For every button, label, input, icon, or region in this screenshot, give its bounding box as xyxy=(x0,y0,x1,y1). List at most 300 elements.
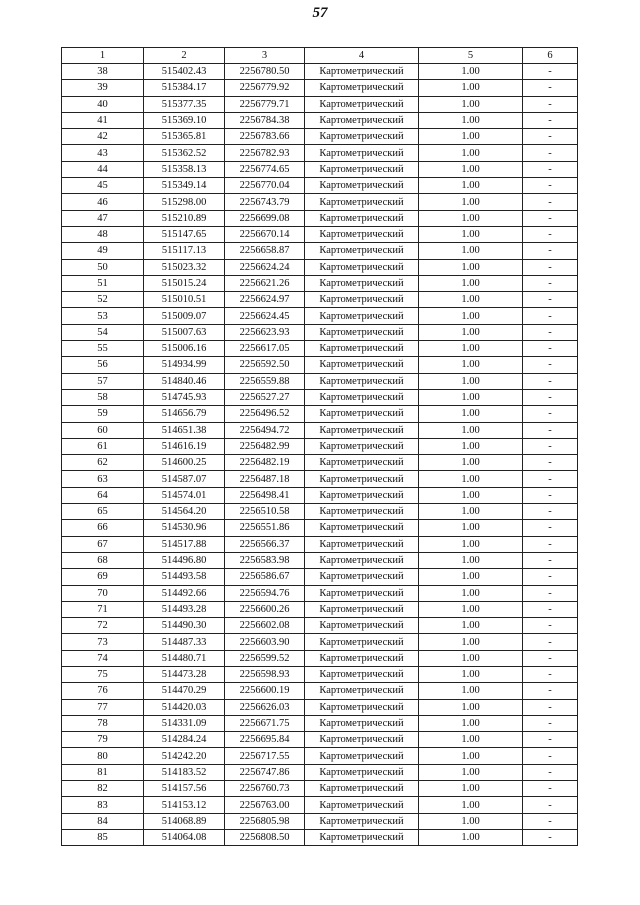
point-number-cell: 59 xyxy=(62,406,144,422)
x-coordinate-cell: 514284.24 xyxy=(144,732,225,748)
note-cell: - xyxy=(523,601,578,617)
y-coordinate-cell: 2256808.50 xyxy=(225,829,305,845)
point-number-cell: 46 xyxy=(62,194,144,210)
y-coordinate-cell: 2256598.93 xyxy=(225,666,305,682)
note-cell: - xyxy=(523,650,578,666)
method-cell: Картометрический xyxy=(305,829,419,845)
point-number-cell: 85 xyxy=(62,829,144,845)
x-coordinate-cell: 514587.07 xyxy=(144,471,225,487)
x-coordinate-cell: 515369.10 xyxy=(144,112,225,128)
y-coordinate-cell: 2256626.03 xyxy=(225,699,305,715)
table-row xyxy=(62,275,578,291)
table-row xyxy=(62,699,578,715)
point-number-cell: 82 xyxy=(62,781,144,797)
method-cell: Картометрический xyxy=(305,618,419,634)
method-cell: Картометрический xyxy=(305,813,419,829)
y-coordinate-cell: 2256498.41 xyxy=(225,487,305,503)
column-header: 3 xyxy=(225,48,305,64)
accuracy-cell: 1.00 xyxy=(419,129,523,145)
note-cell: - xyxy=(523,455,578,471)
method-cell: Картометрический xyxy=(305,112,419,128)
table-row xyxy=(62,308,578,324)
y-coordinate-cell: 2256763.00 xyxy=(225,797,305,813)
note-cell: - xyxy=(523,781,578,797)
y-coordinate-cell: 2256779.71 xyxy=(225,96,305,112)
note-cell: - xyxy=(523,520,578,536)
table-row xyxy=(62,781,578,797)
table-row xyxy=(62,357,578,373)
y-coordinate-cell: 2256551.86 xyxy=(225,520,305,536)
x-coordinate-cell: 515023.32 xyxy=(144,259,225,275)
table-row xyxy=(62,406,578,422)
column-header: 2 xyxy=(144,48,225,64)
accuracy-cell: 1.00 xyxy=(419,210,523,226)
point-number-cell: 62 xyxy=(62,455,144,471)
accuracy-cell: 1.00 xyxy=(419,666,523,682)
point-number-cell: 58 xyxy=(62,389,144,405)
accuracy-cell: 1.00 xyxy=(419,438,523,454)
table-row xyxy=(62,764,578,780)
x-coordinate-cell: 514157.56 xyxy=(144,781,225,797)
method-cell: Картометрический xyxy=(305,699,419,715)
x-coordinate-cell: 514490.30 xyxy=(144,618,225,634)
method-cell: Картометрический xyxy=(305,536,419,552)
point-number-cell: 69 xyxy=(62,569,144,585)
accuracy-cell: 1.00 xyxy=(419,650,523,666)
method-cell: Картометрический xyxy=(305,324,419,340)
note-cell: - xyxy=(523,357,578,373)
method-cell: Картометрический xyxy=(305,161,419,177)
table-row xyxy=(62,650,578,666)
x-coordinate-cell: 514183.52 xyxy=(144,764,225,780)
accuracy-cell: 1.00 xyxy=(419,601,523,617)
point-number-cell: 61 xyxy=(62,438,144,454)
note-cell: - xyxy=(523,373,578,389)
y-coordinate-cell: 2256782.93 xyxy=(225,145,305,161)
point-number-cell: 75 xyxy=(62,666,144,682)
table-row xyxy=(62,748,578,764)
table-row xyxy=(62,129,578,145)
y-coordinate-cell: 2256743.79 xyxy=(225,194,305,210)
note-cell: - xyxy=(523,259,578,275)
accuracy-cell: 1.00 xyxy=(419,764,523,780)
x-coordinate-cell: 515117.13 xyxy=(144,243,225,259)
column-header: 4 xyxy=(305,48,419,64)
method-cell: Картометрический xyxy=(305,373,419,389)
point-number-cell: 67 xyxy=(62,536,144,552)
y-coordinate-cell: 2256624.97 xyxy=(225,292,305,308)
point-number-cell: 73 xyxy=(62,634,144,650)
note-cell: - xyxy=(523,829,578,845)
table-row xyxy=(62,259,578,275)
y-coordinate-cell: 2256747.86 xyxy=(225,764,305,780)
y-coordinate-cell: 2256658.87 xyxy=(225,243,305,259)
method-cell: Картометрический xyxy=(305,585,419,601)
method-cell: Картометрический xyxy=(305,243,419,259)
table-row xyxy=(62,194,578,210)
point-number-cell: 78 xyxy=(62,715,144,731)
table-body xyxy=(62,64,578,846)
point-number-cell: 64 xyxy=(62,487,144,503)
method-cell: Картометрический xyxy=(305,781,419,797)
method-cell: Картометрический xyxy=(305,683,419,699)
note-cell: - xyxy=(523,797,578,813)
note-cell: - xyxy=(523,748,578,764)
x-coordinate-cell: 515298.00 xyxy=(144,194,225,210)
note-cell: - xyxy=(523,275,578,291)
point-number-cell: 53 xyxy=(62,308,144,324)
point-number-cell: 54 xyxy=(62,324,144,340)
table-row xyxy=(62,80,578,96)
method-cell: Картометрический xyxy=(305,601,419,617)
table-row xyxy=(62,96,578,112)
table-row xyxy=(62,422,578,438)
y-coordinate-cell: 2256600.26 xyxy=(225,601,305,617)
point-number-cell: 83 xyxy=(62,797,144,813)
method-cell: Картометрический xyxy=(305,732,419,748)
x-coordinate-cell: 514480.71 xyxy=(144,650,225,666)
y-coordinate-cell: 2256494.72 xyxy=(225,422,305,438)
note-cell: - xyxy=(523,96,578,112)
note-cell: - xyxy=(523,406,578,422)
accuracy-cell: 1.00 xyxy=(419,357,523,373)
note-cell: - xyxy=(523,178,578,194)
note-cell: - xyxy=(523,129,578,145)
column-header: 5 xyxy=(419,48,523,64)
method-cell: Картометрический xyxy=(305,226,419,242)
y-coordinate-cell: 2256624.45 xyxy=(225,308,305,324)
x-coordinate-cell: 515210.89 xyxy=(144,210,225,226)
method-cell: Картометрический xyxy=(305,292,419,308)
accuracy-cell: 1.00 xyxy=(419,341,523,357)
accuracy-cell: 1.00 xyxy=(419,455,523,471)
accuracy-cell: 1.00 xyxy=(419,715,523,731)
method-cell: Картометрический xyxy=(305,275,419,291)
coordinates-table xyxy=(61,47,578,846)
point-number-cell: 65 xyxy=(62,504,144,520)
note-cell: - xyxy=(523,487,578,503)
table-row xyxy=(62,438,578,454)
accuracy-cell: 1.00 xyxy=(419,406,523,422)
method-cell: Картометрический xyxy=(305,715,419,731)
accuracy-cell: 1.00 xyxy=(419,471,523,487)
table-row xyxy=(62,520,578,536)
x-coordinate-cell: 514496.80 xyxy=(144,552,225,568)
table-row xyxy=(62,178,578,194)
note-cell: - xyxy=(523,308,578,324)
x-coordinate-cell: 514064.08 xyxy=(144,829,225,845)
point-number-cell: 51 xyxy=(62,275,144,291)
table-row xyxy=(62,487,578,503)
table-row xyxy=(62,341,578,357)
y-coordinate-cell: 2256592.50 xyxy=(225,357,305,373)
point-number-cell: 50 xyxy=(62,259,144,275)
note-cell: - xyxy=(523,389,578,405)
point-number-cell: 57 xyxy=(62,373,144,389)
accuracy-cell: 1.00 xyxy=(419,96,523,112)
note-cell: - xyxy=(523,618,578,634)
note-cell: - xyxy=(523,504,578,520)
accuracy-cell: 1.00 xyxy=(419,487,523,503)
point-number-cell: 68 xyxy=(62,552,144,568)
accuracy-cell: 1.00 xyxy=(419,178,523,194)
note-cell: - xyxy=(523,764,578,780)
method-cell: Картометрический xyxy=(305,259,419,275)
table-row xyxy=(62,504,578,520)
point-number-cell: 38 xyxy=(62,64,144,80)
method-cell: Картометрический xyxy=(305,552,419,568)
x-coordinate-cell: 514530.96 xyxy=(144,520,225,536)
point-number-cell: 84 xyxy=(62,813,144,829)
point-number-cell: 76 xyxy=(62,683,144,699)
x-coordinate-cell: 514487.33 xyxy=(144,634,225,650)
point-number-cell: 42 xyxy=(62,129,144,145)
x-coordinate-cell: 515147.65 xyxy=(144,226,225,242)
x-coordinate-cell: 514153.12 xyxy=(144,797,225,813)
x-coordinate-cell: 514574.01 xyxy=(144,487,225,503)
point-number-cell: 39 xyxy=(62,80,144,96)
x-coordinate-cell: 514493.58 xyxy=(144,569,225,585)
y-coordinate-cell: 2256496.52 xyxy=(225,406,305,422)
column-header: 1 xyxy=(62,48,144,64)
table-row xyxy=(62,471,578,487)
y-coordinate-cell: 2256623.93 xyxy=(225,324,305,340)
x-coordinate-cell: 514473.28 xyxy=(144,666,225,682)
point-number-cell: 52 xyxy=(62,292,144,308)
y-coordinate-cell: 2256602.08 xyxy=(225,618,305,634)
table-row xyxy=(62,797,578,813)
x-coordinate-cell: 514331.09 xyxy=(144,715,225,731)
y-coordinate-cell: 2256482.19 xyxy=(225,455,305,471)
x-coordinate-cell: 514656.79 xyxy=(144,406,225,422)
method-cell: Картометрический xyxy=(305,569,419,585)
method-cell: Картометрический xyxy=(305,341,419,357)
note-cell: - xyxy=(523,585,578,601)
y-coordinate-cell: 2256559.88 xyxy=(225,373,305,389)
x-coordinate-cell: 514493.28 xyxy=(144,601,225,617)
table-row xyxy=(62,292,578,308)
table-row xyxy=(62,210,578,226)
y-coordinate-cell: 2256783.66 xyxy=(225,129,305,145)
y-coordinate-cell: 2256527.27 xyxy=(225,389,305,405)
y-coordinate-cell: 2256603.90 xyxy=(225,634,305,650)
point-number-cell: 55 xyxy=(62,341,144,357)
accuracy-cell: 1.00 xyxy=(419,781,523,797)
method-cell: Картометрический xyxy=(305,764,419,780)
y-coordinate-cell: 2256780.50 xyxy=(225,64,305,80)
accuracy-cell: 1.00 xyxy=(419,797,523,813)
note-cell: - xyxy=(523,112,578,128)
point-number-cell: 74 xyxy=(62,650,144,666)
x-coordinate-cell: 514470.29 xyxy=(144,683,225,699)
accuracy-cell: 1.00 xyxy=(419,243,523,259)
table-row xyxy=(62,601,578,617)
table-row xyxy=(62,455,578,471)
x-coordinate-cell: 515402.43 xyxy=(144,64,225,80)
table-row xyxy=(62,389,578,405)
table-row xyxy=(62,585,578,601)
note-cell: - xyxy=(523,243,578,259)
note-cell: - xyxy=(523,683,578,699)
y-coordinate-cell: 2256760.73 xyxy=(225,781,305,797)
note-cell: - xyxy=(523,292,578,308)
y-coordinate-cell: 2256599.52 xyxy=(225,650,305,666)
y-coordinate-cell: 2256670.14 xyxy=(225,226,305,242)
y-coordinate-cell: 2256624.24 xyxy=(225,259,305,275)
point-number-cell: 79 xyxy=(62,732,144,748)
y-coordinate-cell: 2256717.55 xyxy=(225,748,305,764)
note-cell: - xyxy=(523,699,578,715)
method-cell: Картометрический xyxy=(305,471,419,487)
y-coordinate-cell: 2256600.19 xyxy=(225,683,305,699)
y-coordinate-cell: 2256671.75 xyxy=(225,715,305,731)
accuracy-cell: 1.00 xyxy=(419,308,523,324)
x-coordinate-cell: 515009.07 xyxy=(144,308,225,324)
y-coordinate-cell: 2256586.67 xyxy=(225,569,305,585)
x-coordinate-cell: 514068.89 xyxy=(144,813,225,829)
x-coordinate-cell: 514564.20 xyxy=(144,504,225,520)
y-coordinate-cell: 2256482.99 xyxy=(225,438,305,454)
accuracy-cell: 1.00 xyxy=(419,112,523,128)
point-number-cell: 63 xyxy=(62,471,144,487)
point-number-cell: 44 xyxy=(62,161,144,177)
note-cell: - xyxy=(523,471,578,487)
table-row xyxy=(62,813,578,829)
accuracy-cell: 1.00 xyxy=(419,80,523,96)
table-row xyxy=(62,666,578,682)
note-cell: - xyxy=(523,569,578,585)
note-cell: - xyxy=(523,552,578,568)
accuracy-cell: 1.00 xyxy=(419,520,523,536)
point-number-cell: 41 xyxy=(62,112,144,128)
note-cell: - xyxy=(523,80,578,96)
y-coordinate-cell: 2256594.76 xyxy=(225,585,305,601)
method-cell: Картометрический xyxy=(305,210,419,226)
y-coordinate-cell: 2256621.26 xyxy=(225,275,305,291)
method-cell: Картометрический xyxy=(305,748,419,764)
y-coordinate-cell: 2256695.84 xyxy=(225,732,305,748)
method-cell: Картометрический xyxy=(305,64,419,80)
method-cell: Картометрический xyxy=(305,406,419,422)
x-coordinate-cell: 515010.51 xyxy=(144,292,225,308)
accuracy-cell: 1.00 xyxy=(419,161,523,177)
table-row xyxy=(62,324,578,340)
point-number-cell: 47 xyxy=(62,210,144,226)
accuracy-cell: 1.00 xyxy=(419,373,523,389)
note-cell: - xyxy=(523,666,578,682)
x-coordinate-cell: 515015.24 xyxy=(144,275,225,291)
x-coordinate-cell: 515377.35 xyxy=(144,96,225,112)
y-coordinate-cell: 2256774.65 xyxy=(225,161,305,177)
point-number-cell: 66 xyxy=(62,520,144,536)
y-coordinate-cell: 2256784.38 xyxy=(225,112,305,128)
y-coordinate-cell: 2256805.98 xyxy=(225,813,305,829)
accuracy-cell: 1.00 xyxy=(419,618,523,634)
point-number-cell: 77 xyxy=(62,699,144,715)
table-row xyxy=(62,552,578,568)
x-coordinate-cell: 514600.25 xyxy=(144,455,225,471)
accuracy-cell: 1.00 xyxy=(419,683,523,699)
page-number: 57 xyxy=(312,5,328,21)
y-coordinate-cell: 2256566.37 xyxy=(225,536,305,552)
note-cell: - xyxy=(523,813,578,829)
table-header xyxy=(62,48,578,64)
x-coordinate-cell: 514745.93 xyxy=(144,389,225,405)
y-coordinate-cell: 2256770.04 xyxy=(225,178,305,194)
accuracy-cell: 1.00 xyxy=(419,634,523,650)
note-cell: - xyxy=(523,438,578,454)
x-coordinate-cell: 515365.81 xyxy=(144,129,225,145)
x-coordinate-cell: 515349.14 xyxy=(144,178,225,194)
method-cell: Картометрический xyxy=(305,650,419,666)
note-cell: - xyxy=(523,145,578,161)
accuracy-cell: 1.00 xyxy=(419,226,523,242)
accuracy-cell: 1.00 xyxy=(419,64,523,80)
table-row xyxy=(62,732,578,748)
table-row xyxy=(62,373,578,389)
note-cell: - xyxy=(523,324,578,340)
accuracy-cell: 1.00 xyxy=(419,732,523,748)
y-coordinate-cell: 2256487.18 xyxy=(225,471,305,487)
method-cell: Картометрический xyxy=(305,797,419,813)
table-row xyxy=(62,569,578,585)
table-row xyxy=(62,634,578,650)
y-coordinate-cell: 2256617.05 xyxy=(225,341,305,357)
point-number-cell: 71 xyxy=(62,601,144,617)
x-coordinate-cell: 514492.66 xyxy=(144,585,225,601)
point-number-cell: 45 xyxy=(62,178,144,194)
accuracy-cell: 1.00 xyxy=(419,569,523,585)
point-number-cell: 72 xyxy=(62,618,144,634)
method-cell: Картометрический xyxy=(305,634,419,650)
note-cell: - xyxy=(523,194,578,210)
note-cell: - xyxy=(523,536,578,552)
method-cell: Картометрический xyxy=(305,145,419,161)
x-coordinate-cell: 514242.20 xyxy=(144,748,225,764)
table-row xyxy=(62,64,578,80)
note-cell: - xyxy=(523,64,578,80)
method-cell: Картометрический xyxy=(305,504,419,520)
point-number-cell: 40 xyxy=(62,96,144,112)
point-number-cell: 70 xyxy=(62,585,144,601)
table-row xyxy=(62,112,578,128)
accuracy-cell: 1.00 xyxy=(419,259,523,275)
accuracy-cell: 1.00 xyxy=(419,585,523,601)
note-cell: - xyxy=(523,715,578,731)
table-row xyxy=(62,618,578,634)
x-coordinate-cell: 514651.38 xyxy=(144,422,225,438)
table-row xyxy=(62,145,578,161)
note-cell: - xyxy=(523,226,578,242)
method-cell: Картометрический xyxy=(305,80,419,96)
x-coordinate-cell: 514420.03 xyxy=(144,699,225,715)
point-number-cell: 56 xyxy=(62,357,144,373)
method-cell: Картометрический xyxy=(305,96,419,112)
accuracy-cell: 1.00 xyxy=(419,813,523,829)
note-cell: - xyxy=(523,341,578,357)
note-cell: - xyxy=(523,634,578,650)
method-cell: Картометрический xyxy=(305,194,419,210)
y-coordinate-cell: 2256583.98 xyxy=(225,552,305,568)
method-cell: Картометрический xyxy=(305,455,419,471)
table-row xyxy=(62,829,578,845)
point-number-cell: 49 xyxy=(62,243,144,259)
method-cell: Картометрический xyxy=(305,520,419,536)
accuracy-cell: 1.00 xyxy=(419,292,523,308)
header-row xyxy=(62,48,578,64)
x-coordinate-cell: 515362.52 xyxy=(144,145,225,161)
accuracy-cell: 1.00 xyxy=(419,504,523,520)
